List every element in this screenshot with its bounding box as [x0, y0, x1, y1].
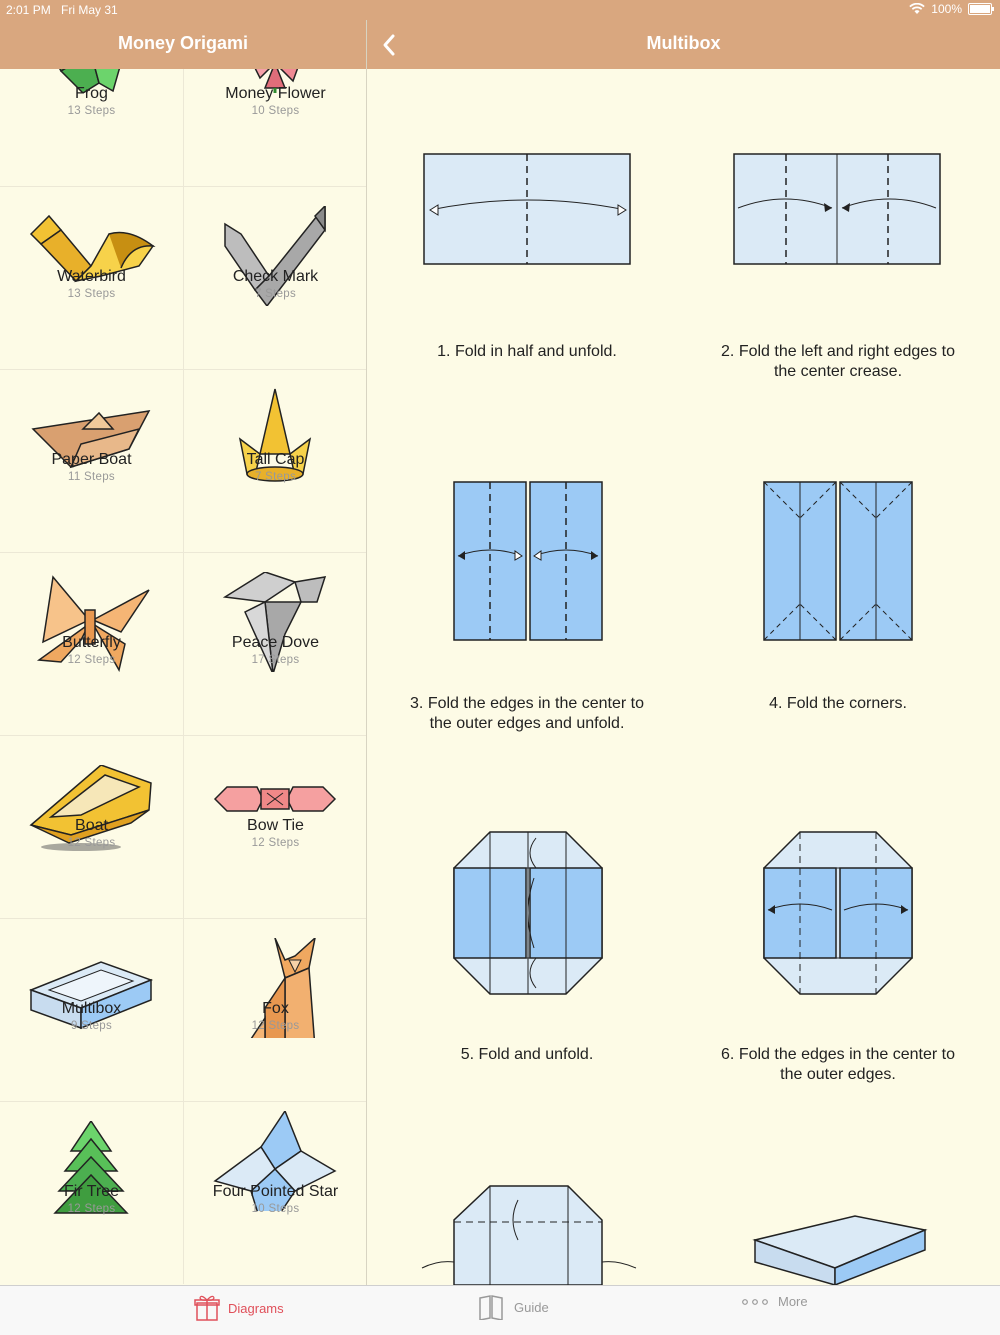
split-divider — [366, 20, 367, 1286]
tab-label: More — [778, 1294, 808, 1309]
list-item-fox[interactable] — [183, 918, 366, 1101]
tab-more[interactable] — [742, 1294, 808, 1309]
list-item-waterbird[interactable] — [0, 186, 183, 369]
list-item-bow-tie[interactable] — [183, 735, 366, 918]
multibox-icon — [21, 948, 161, 1048]
item-steps: 10 Steps — [251, 1203, 300, 1215]
detail-title: Multibox — [646, 33, 721, 53]
item-name: Tall Cap — [246, 451, 305, 468]
item-steps: 11 Steps — [68, 471, 115, 483]
ellipsis-icon — [742, 1297, 770, 1307]
bow-tie-icon — [205, 765, 345, 865]
list-item-four-pointed-star[interactable] — [183, 1101, 366, 1284]
step-1-diagram — [420, 150, 636, 270]
item-name: Money Flower — [225, 85, 326, 102]
item-steps: 12 Steps — [251, 1020, 300, 1032]
item-name: Fir Tree — [63, 1183, 120, 1200]
list-item-peace-dove[interactable] — [183, 552, 366, 735]
list-item-check-mark[interactable] — [183, 186, 366, 369]
origami-list[interactable] — [0, 69, 366, 1285]
status-bar — [0, 0, 1000, 20]
tab-diagrams[interactable] — [194, 1294, 284, 1322]
item-name: Four Pointed Star — [212, 1183, 339, 1200]
step-7-diagram — [418, 1180, 640, 1285]
item-steps: 12 Steps — [67, 654, 116, 666]
item-name: Waterbird — [57, 268, 126, 285]
step-3-text: 3. Fold the edges in the center to the outer edges and unfold. — [410, 695, 644, 732]
tab-guide[interactable] — [478, 1294, 549, 1320]
battery-icon — [968, 3, 992, 15]
status-right — [909, 2, 992, 16]
list-item-paper-boat[interactable] — [0, 369, 183, 552]
master-nav-bar — [0, 20, 366, 69]
status-date: Fri May 31 — [61, 3, 118, 17]
item-name: Boat — [75, 817, 108, 834]
book-icon — [478, 1294, 506, 1320]
step-8-diagram — [735, 1200, 945, 1285]
list-item-tall-cap[interactable] — [183, 369, 366, 552]
item-steps: 12 Steps — [251, 837, 300, 849]
list-item-frog[interactable] — [0, 69, 183, 186]
step-4-diagram — [760, 476, 916, 646]
step-3-diagram — [450, 476, 606, 646]
detail-nav-bar — [367, 20, 1000, 69]
item-steps: 13 Steps — [67, 288, 116, 300]
tab-label: Guide — [514, 1299, 549, 1315]
step-6-text: 6. Fold the edges in the center to the outer edges. — [721, 1046, 955, 1083]
step-5-text: 5. Fold and unfold. — [460, 1046, 594, 1063]
item-name: Multibox — [61, 1000, 122, 1017]
list-item-multibox[interactable] — [0, 918, 183, 1101]
battery-percent: 100% — [931, 2, 962, 16]
step-2-diagram — [730, 150, 946, 270]
item-steps: 7 Steps — [254, 288, 297, 300]
item-name: Paper Boat — [51, 451, 132, 468]
gift-box-icon — [194, 1294, 220, 1322]
item-steps: 7 Steps — [254, 471, 297, 483]
list-item-money-flower[interactable] — [183, 69, 366, 186]
item-name: Bow Tie — [247, 817, 304, 834]
step-1-text: 1. Fold in half and unfold. — [437, 343, 617, 360]
step-2-text: 2. Fold the left and right edges to the center crease. — [721, 343, 955, 380]
item-steps: 10 Steps — [251, 105, 300, 117]
item-steps: 12 Steps — [67, 837, 116, 849]
status-time: 2:01 PM — [6, 3, 51, 17]
item-steps: 17 Steps — [251, 654, 300, 666]
step-5-diagram — [450, 828, 606, 998]
item-name: Butterfly — [62, 634, 121, 651]
tab-bar — [0, 1285, 1000, 1335]
step-6-diagram — [760, 828, 916, 998]
tab-label: Diagrams — [228, 1300, 284, 1316]
item-steps: 13 Steps — [67, 105, 116, 117]
item-name: Peace Dove — [231, 634, 320, 651]
tall-cap-icon — [205, 384, 345, 484]
list-item-fir-tree[interactable] — [0, 1101, 183, 1284]
item-name: Frog — [75, 85, 108, 102]
item-steps: 12 Steps — [67, 1203, 116, 1215]
item-name: Fox — [262, 1000, 289, 1017]
list-item-butterfly[interactable] — [0, 552, 183, 735]
master-title: Money Origami — [117, 33, 249, 53]
wifi-icon — [909, 3, 925, 15]
boat-icon — [21, 765, 161, 865]
step-4-text: 4. Fold the corners. — [769, 695, 907, 712]
list-item-boat[interactable] — [0, 735, 183, 918]
item-name: Check Mark — [232, 268, 319, 285]
item-steps: 9 Steps — [70, 1020, 113, 1032]
